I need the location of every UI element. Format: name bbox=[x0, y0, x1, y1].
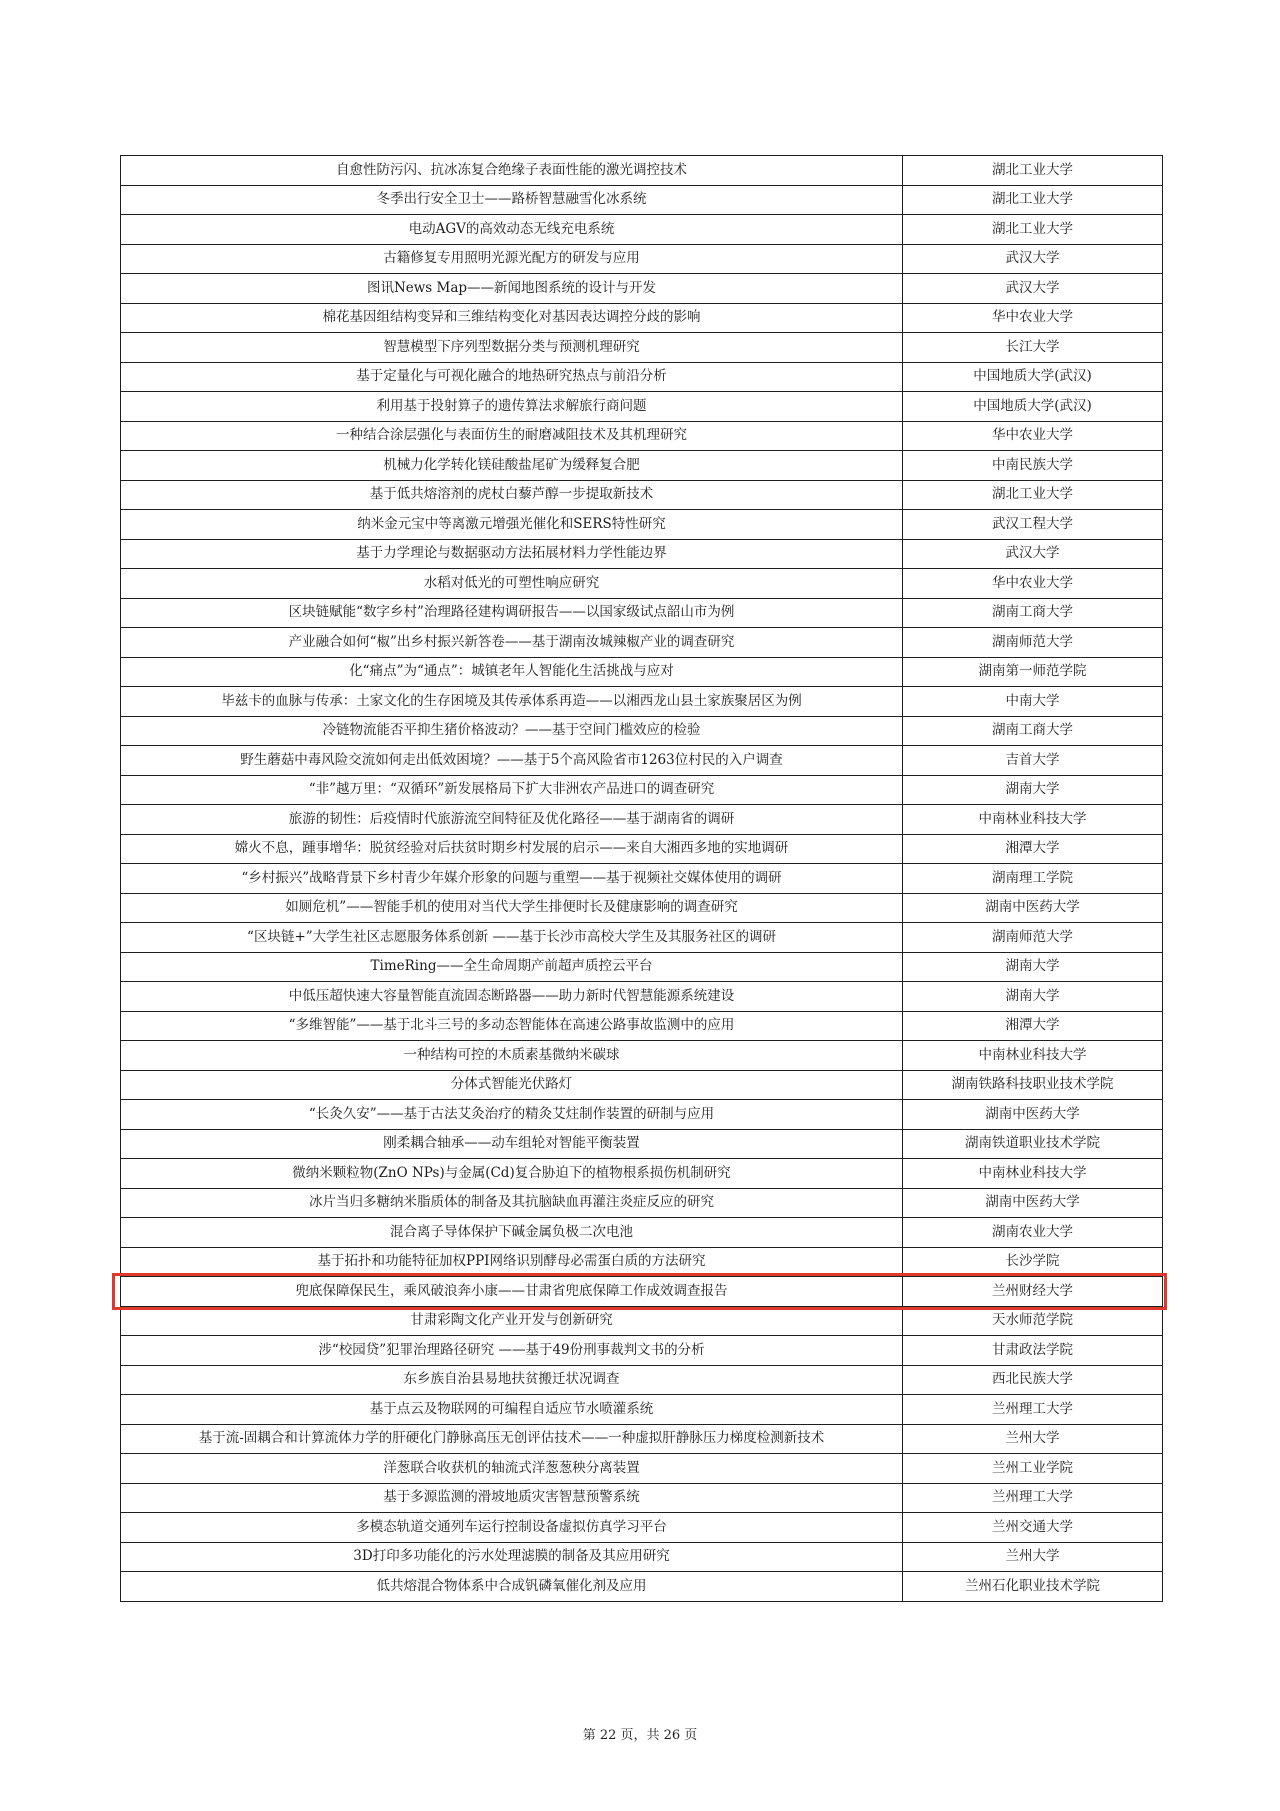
school-cell: 中南大学 bbox=[903, 687, 1163, 717]
project-title-cell: 基于拓扑和功能特征加权PPI网络识别酵母必需蛋白质的方法研究 bbox=[121, 1247, 903, 1277]
school-cell: 武汉工程大学 bbox=[903, 510, 1163, 540]
school-cell: 湖南铁道职业技术学院 bbox=[903, 1129, 1163, 1159]
school-cell: 湖南第一师范学院 bbox=[903, 657, 1163, 687]
school-cell: 湘潭大学 bbox=[903, 1011, 1163, 1041]
table-row bbox=[121, 805, 1163, 835]
project-title-cell: 一种结构可控的木质素基微纳米碳球 bbox=[121, 1041, 903, 1071]
table-row bbox=[121, 923, 1163, 953]
page-footer: 第 22 页，共 26 页 bbox=[582, 1728, 698, 1743]
school-cell: 湖南铁路科技职业技术学院 bbox=[903, 1070, 1163, 1100]
table-row bbox=[121, 244, 1163, 274]
school-cell: 中南林业科技大学 bbox=[903, 805, 1163, 835]
school-cell: 兰州大学 bbox=[903, 1424, 1163, 1454]
school-cell: 湖北工业大学 bbox=[903, 480, 1163, 510]
table-row bbox=[121, 392, 1163, 422]
table-row bbox=[121, 274, 1163, 304]
project-title-cell: 棉花基因组结构变异和三维结构变化对基因表达调控分歧的影响 bbox=[121, 303, 903, 333]
school-cell: 中国地质大学(武汉) bbox=[903, 362, 1163, 392]
table-row bbox=[121, 1395, 1163, 1425]
school-cell: 中南民族大学 bbox=[903, 451, 1163, 481]
school-cell: 武汉大学 bbox=[903, 274, 1163, 304]
school-cell: 湖南师范大学 bbox=[903, 923, 1163, 953]
table-row bbox=[121, 657, 1163, 687]
table-row bbox=[121, 510, 1163, 540]
table-row bbox=[121, 893, 1163, 923]
school-cell: 湖北工业大学 bbox=[903, 156, 1163, 186]
table-row bbox=[121, 1277, 1163, 1307]
table-row bbox=[121, 1070, 1163, 1100]
school-cell: 湘潭大学 bbox=[903, 834, 1163, 864]
project-title-cell: 毕兹卡的血脉与传承：土家文化的生存困境及其传承体系再造——以湘西龙山县土家族聚居区为例 bbox=[121, 687, 903, 717]
table-row bbox=[121, 598, 1163, 628]
project-title-cell: 冷链物流能否平抑生猪价格波动？——基于空间门槛效应的检验 bbox=[121, 716, 903, 746]
project-title-cell: 区块链赋能“数字乡村”治理路径建构调研报告——以国家级试点韶山市为例 bbox=[121, 598, 903, 628]
project-title-cell: 野生蘑菇中毒风险交流如何走出低效困境？——基于5个高风险省市1263位村民的入户调查 bbox=[121, 746, 903, 776]
table-row bbox=[121, 185, 1163, 215]
project-title-cell: 多模态轨道交通列车运行控制设备虚拟仿真学习平台 bbox=[121, 1513, 903, 1543]
school-cell: 天水师范学院 bbox=[903, 1306, 1163, 1336]
project-title-cell: 水稻对低光的可塑性响应研究 bbox=[121, 569, 903, 599]
project-title-cell: 如厕危机”——智能手机的使用对当代大学生排便时长及健康影响的调查研究 bbox=[121, 893, 903, 923]
table-row bbox=[121, 1011, 1163, 1041]
project-title-cell: 基于多源监测的滑坡地质灾害智慧预警系统 bbox=[121, 1483, 903, 1513]
project-table bbox=[120, 155, 1163, 1602]
project-title-cell: 基于定量化与可视化融合的地热研究热点与前沿分析 bbox=[121, 362, 903, 392]
project-title-cell: “长灸久安”——基于古法艾灸治疗的精灸艾炷制作装置的研制与应用 bbox=[121, 1100, 903, 1130]
school-cell: 湖北工业大学 bbox=[903, 215, 1163, 245]
project-title-cell: 电动AGV的高效动态无线充电系统 bbox=[121, 215, 903, 245]
table-row bbox=[121, 1041, 1163, 1071]
project-title-cell: 古籍修复专用照明光源光配方的研发与应用 bbox=[121, 244, 903, 274]
table-row bbox=[121, 1572, 1163, 1602]
table-row bbox=[121, 1247, 1163, 1277]
table-row bbox=[121, 1218, 1163, 1248]
table-row bbox=[121, 982, 1163, 1012]
table-row bbox=[121, 628, 1163, 658]
school-cell: 湖南中医药大学 bbox=[903, 893, 1163, 923]
project-title-cell: 基于力学理论与数据驱动方法拓展材料力学性能边界 bbox=[121, 539, 903, 569]
project-title-cell: 冰片当归多糖纳米脂质体的制备及其抗脑缺血再灌注炎症反应的研究 bbox=[121, 1188, 903, 1218]
project-title-cell: 旅游的韧性：后疫情时代旅游流空间特征及优化路径——基于湖南省的调研 bbox=[121, 805, 903, 835]
school-cell: 兰州财经大学 bbox=[903, 1277, 1163, 1307]
project-title-cell: 低共熔混合物体系中合成钒磷氧催化剂及应用 bbox=[121, 1572, 903, 1602]
table-row bbox=[121, 952, 1163, 982]
school-cell: 甘肃政法学院 bbox=[903, 1336, 1163, 1366]
project-title-cell: 化“痛点”为“通点”：城镇老年人智能化生活挑战与应对 bbox=[121, 657, 903, 687]
school-cell: 湖南工商大学 bbox=[903, 598, 1163, 628]
project-title-cell: 纳米金元宝中等离激元增强光催化和SERS特性研究 bbox=[121, 510, 903, 540]
school-cell: 湖南中医药大学 bbox=[903, 1188, 1163, 1218]
project-title-cell: 兜底保障保民生，乘风破浪奔小康——甘肃省兜底保障工作成效调查报告 bbox=[121, 1277, 903, 1307]
table-row bbox=[121, 1424, 1163, 1454]
project-title-cell: 基于低共熔溶剂的虎杖白藜芦醇一步提取新技术 bbox=[121, 480, 903, 510]
project-title-cell: 智慧模型下序列型数据分类与预测机理研究 bbox=[121, 333, 903, 363]
table-row bbox=[121, 303, 1163, 333]
school-cell: 湖南师范大学 bbox=[903, 628, 1163, 658]
school-cell: 兰州交通大学 bbox=[903, 1513, 1163, 1543]
table-row bbox=[121, 1129, 1163, 1159]
table-row bbox=[121, 1513, 1163, 1543]
project-table-body bbox=[121, 156, 1163, 1602]
table-row bbox=[121, 834, 1163, 864]
school-cell: 中国地质大学(武汉) bbox=[903, 392, 1163, 422]
school-cell: 华中农业大学 bbox=[903, 569, 1163, 599]
project-title-cell: 刚柔耦合轴承——动车组轮对智能平衡装置 bbox=[121, 1129, 903, 1159]
school-cell: 长江大学 bbox=[903, 333, 1163, 363]
table-row bbox=[121, 864, 1163, 894]
table-row bbox=[121, 333, 1163, 363]
project-title-cell: 洋葱联合收获机的轴流式洋葱葱秧分离装置 bbox=[121, 1454, 903, 1484]
table-row bbox=[121, 687, 1163, 717]
table-row bbox=[121, 539, 1163, 569]
school-cell: 华中农业大学 bbox=[903, 421, 1163, 451]
school-cell: 中南林业科技大学 bbox=[903, 1041, 1163, 1071]
school-cell: 中南林业科技大学 bbox=[903, 1159, 1163, 1189]
table-row bbox=[121, 480, 1163, 510]
project-title-cell: 3D打印多功能化的污水处理滤膜的制备及其应用研究 bbox=[121, 1542, 903, 1572]
table-row bbox=[121, 1188, 1163, 1218]
table-row bbox=[121, 421, 1163, 451]
table-row bbox=[121, 1159, 1163, 1189]
school-cell: 湖北工业大学 bbox=[903, 185, 1163, 215]
school-cell: 兰州理工大学 bbox=[903, 1395, 1163, 1425]
project-title-cell: 分体式智能光伏路灯 bbox=[121, 1070, 903, 1100]
project-title-cell: 东乡族自治县易地扶贫搬迁状况调查 bbox=[121, 1365, 903, 1395]
school-cell: 湖南理工学院 bbox=[903, 864, 1163, 894]
school-cell: 湖南中医药大学 bbox=[903, 1100, 1163, 1130]
school-cell: 兰州石化职业技术学院 bbox=[903, 1572, 1163, 1602]
table-row bbox=[121, 1100, 1163, 1130]
school-cell: 湖南工商大学 bbox=[903, 716, 1163, 746]
table-row bbox=[121, 746, 1163, 776]
project-title-cell: 产业融合如何“椒”出乡村振兴新答卷——基于湖南汝城辣椒产业的调查研究 bbox=[121, 628, 903, 658]
school-cell: 兰州理工大学 bbox=[903, 1483, 1163, 1513]
school-cell: 湖南农业大学 bbox=[903, 1218, 1163, 1248]
table-row bbox=[121, 1306, 1163, 1336]
project-title-cell: 微纳米颗粒物(ZnO NPs)与金属(Cd)复合胁迫下的植物根系损伤机制研究 bbox=[121, 1159, 903, 1189]
school-cell: 兰州大学 bbox=[903, 1542, 1163, 1572]
school-cell: 武汉大学 bbox=[903, 244, 1163, 274]
project-title-cell: 利用基于投射算子的遗传算法求解旅行商问题 bbox=[121, 392, 903, 422]
table-row bbox=[121, 451, 1163, 481]
project-title-cell: 冬季出行安全卫士——路桥智慧融雪化冰系统 bbox=[121, 185, 903, 215]
project-title-cell: 混合离子导体保护下碱金属负极二次电池 bbox=[121, 1218, 903, 1248]
table-row bbox=[121, 1336, 1163, 1366]
project-title-cell: 涉“校园贷”犯罪治理路径研究 ——基于49份刑事裁判文书的分析 bbox=[121, 1336, 903, 1366]
table-row bbox=[121, 569, 1163, 599]
school-cell: 西北民族大学 bbox=[903, 1365, 1163, 1395]
project-title-cell: 中低压超快速大容量智能直流固态断路器——助力新时代智慧能源系统建设 bbox=[121, 982, 903, 1012]
school-cell: 华中农业大学 bbox=[903, 303, 1163, 333]
table-row bbox=[121, 362, 1163, 392]
project-title-cell: 基于点云及物联网的可编程自适应节水喷灌系统 bbox=[121, 1395, 903, 1425]
project-title-cell: “非”越万里：“双循环”新发展格局下扩大非洲农产品进口的调查研究 bbox=[121, 775, 903, 805]
project-title-cell: 基于流-固耦合和计算流体力学的肝硬化门静脉高压无创评估技术——一种虚拟肝静脉压力梯度检测新技术 bbox=[121, 1424, 903, 1454]
table-row bbox=[121, 156, 1163, 186]
school-cell: 湖南大学 bbox=[903, 775, 1163, 805]
school-cell: 吉首大学 bbox=[903, 746, 1163, 776]
project-title-cell: 一种结合涂层强化与表面仿生的耐磨减阻技术及其机理研究 bbox=[121, 421, 903, 451]
table-row bbox=[121, 1454, 1163, 1484]
table-row bbox=[121, 215, 1163, 245]
school-cell: 湖南大学 bbox=[903, 952, 1163, 982]
project-title-cell: “乡村振兴”战略背景下乡村青少年媒介形象的问题与重塑——基于视频社交媒体使用的调研 bbox=[121, 864, 903, 894]
project-title-cell: 自愈性防污闪、抗冰冻复合绝缘子表面性能的激光调控技术 bbox=[121, 156, 903, 186]
project-title-cell: 甘肃彩陶文化产业开发与创新研究 bbox=[121, 1306, 903, 1336]
table-row bbox=[121, 1365, 1163, 1395]
table-row bbox=[121, 716, 1163, 746]
project-title-cell: “多维智能”——基于北斗三号的多动态智能体在高速公路事故监测中的应用 bbox=[121, 1011, 903, 1041]
project-title-cell: 机械力化学转化镁硅酸盐尾矿为缓释复合肥 bbox=[121, 451, 903, 481]
project-title-cell: TimeRing——全生命周期产前超声质控云平台 bbox=[121, 952, 903, 982]
table-row bbox=[121, 1483, 1163, 1513]
school-cell: 武汉大学 bbox=[903, 539, 1163, 569]
school-cell: 长沙学院 bbox=[903, 1247, 1163, 1277]
table-row bbox=[121, 775, 1163, 805]
project-title-cell: “区块链+”大学生社区志愿服务体系创新 ——基于长沙市高校大学生及其服务社区的调研 bbox=[121, 923, 903, 953]
table-row bbox=[121, 1542, 1163, 1572]
school-cell: 湖南大学 bbox=[903, 982, 1163, 1012]
project-title-cell: 嫦火不息，踵事增华：脱贫经验对后扶贫时期乡村发展的启示——来自大湘西多地的实地调研 bbox=[121, 834, 903, 864]
project-title-cell: 图讯News Map——新闻地图系统的设计与开发 bbox=[121, 274, 903, 304]
school-cell: 兰州工业学院 bbox=[903, 1454, 1163, 1484]
